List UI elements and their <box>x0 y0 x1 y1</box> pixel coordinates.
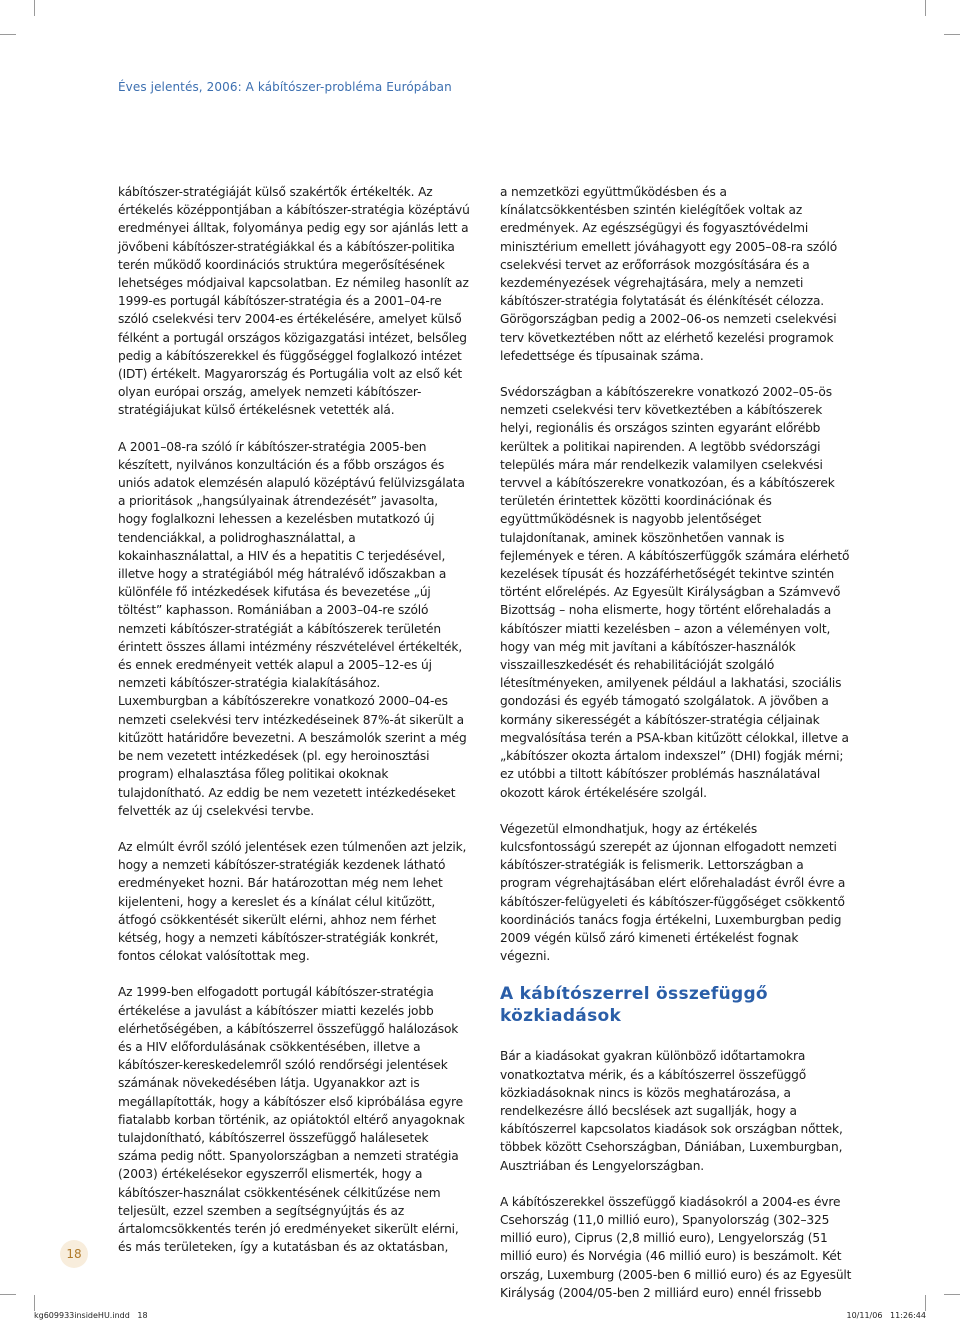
crop-mark <box>925 0 926 16</box>
print-slug-file: kg609933insideHU.indd 18 <box>34 1311 148 1320</box>
paragraph: Az 1999-ben elfogadott portugál kábítószer-stratégia értékelése a javulást a kábítószer miatti kezelés jobb elérhetőségében, a kábítószerrel összefüggő halálozások és a HIV előfordulásának csökkentésében, illetve a kábítószer-kereskedelemről szóló rendőrségi jelentések számának növekedésében látja. Ugyanakkor azt is megállapították, hogy a kábítószer első kipróbálása egyre fiatalabb korban történik, az opiátoktól eltérő anyagoknak tulajdonítható, kábítószerrel összefüggő halálesetek száma pedig nőtt. Spanyolországban a nemzeti stratégia (2003) értékelésekor egyszerről elismerték, hogy a kábítószer-használat csökkentésének célkitűzése nem teljesült, ezzel szemben a segítségnyújtás és az ártalomcsökkentés terén jó eredményeket sikerült elérni, és más területeken, így a kutatásban és az oktatásban, <box>118 985 465 1255</box>
paragraph: kábítószer-stratégiáját külső szakértők értékelték. Az értékelés középpontjában a kábítószer-stratégia középtávú eredményei álltak, folyománya pedig egy sor ajánlás lett a jövőbeni kábítószer-stratégiákkal és a kábítószer-politika terén működő koordinációs struktúra megerősítésének lehetséges módjaival kapcsolatban. Ez némileg hasonlít az 1999-es portugál kábítószer-stratégia és a 2001–04-re szóló cselekvési terv 2004-es értékelésére, amelyet külső félként a portugál országos közigazgatási intézet, belsőleg pedig a kábítószerekkel és függőséggel foglalkozó intézet (IDT) értékelt. Magyarország és Portugália volt az első két olyan európai ország, amelyek nemzeti kábítószer-stratégiájukat külső értékelésnek vetették alá. <box>118 185 470 418</box>
section-heading: A kábítószerrel összefüggő közkiadások <box>500 984 768 1027</box>
paragraph: Svédországban a kábítószerekre vonatkozó 2002–05-ös nemzeti cselekvési terv következtében a kábítószerek helyi, regionális és országos szinten egyaránt előrébb kerültek a politikai napirenden. A legtöbb svédországi település mára már rendelkezik valamilyen cselekvési tervvel a kábítószerekre vonatkozóan, és a kábítószerek területén érintettek közötti koordinációnak és együttműködésnek is nagyobb jelentőséget tulajdonítanak, aminek köszönhetően vannak is fejlemények e téren. A kábítószerfüggők számára elérhető kezelések típusát és hozzáférhetőségét tekintve szintén történt előrelépés. Az Egyesült Királyságban a Számvevő Bizottság – noha elismerte, hogy történt előrehaladás a kábítószer miatti kezelésben – azon a véleményen volt, hogy van még mit javítani a kábítószer-használók visszailleszkedését és rehabilitációját szolgáló létesítményeken, amilyenek például a lakhatási, szociális gondozási és egyéb támogató szolgálatok. A jövőben a kormány sikerességét a kábítószer-stratégia céljainak megvalósítása terén a PSA-kban kitűzött célokkal, illetve a „kábítószer okozta ártalom indexszel” (DHI) fogják mérni; ez utóbbi a tiltott kábítószer problémás használatával okozott károk értékelésére szolgál. <box>500 385 850 800</box>
crop-mark <box>0 1294 16 1295</box>
crop-mark <box>0 34 16 35</box>
page-number: 18 <box>60 1240 88 1268</box>
crop-mark <box>34 0 35 16</box>
paragraph: A kábítószerekkel összefüggő kiadásokról a 2004-es évre Csehország (11,0 millió euro), Spanyolország (302–325 millió euro), Ciprus (2,8 millió euro), Lengyelország (51 millió euro) és Norvégia (46 millió euro) is beszámolt. Két ország, Luxemburg (2005-ben 6 millió euro) és az Egyesült Királyság (2004/05-ben 2 milliárd euro) ennél frissebb <box>500 1194 852 1300</box>
paragraph: Bár a kiadásokat gyakran különböző időtartamokra vonatkoztatva mérik, és a kábítószerrel összefüggő közkiadásoknak nincs is közös meghatározása, a rendelkezésre álló becslések azt sugallják, hogy a kábítószerrel kapcsolatos kiadások sok országban nőttek, többek között Csehországban, Dániában, Luxemburgban, Ausztriában és Lengyelországban. <box>500 1049 843 1173</box>
right-column <box>500 183 852 1320</box>
paragraph: Végezetül elmondhatjuk, hogy az értékelés kulcsfontosságú szerepét az újonnan elfogadott nemzeti kábítószer-stratégiák is felismerik. Lettországban a program végrehajtásában elért előrehaladást évről évre a kábítószer-felügyeleti és kábítószer-függőséget csökkentő koordinációs tanács fogja értékelni, Luxemburgban pedig 2009 végén külső záró kimeneti értékelést fognak végezni. <box>500 821 846 964</box>
crop-mark <box>944 34 960 35</box>
paragraph: Az elmúlt évről szóló jelentések ezen túlmenően azt jelzik, hogy a nemzeti kábítószer-stratégiák kezdenek látható eredményeket hozni. Bár határozottan még nem lehet kijelenteni, hogy a kereslet és a kínálat célul kitűzött, átfogó csökkentését sikerült elérni, ahhoz nem férhet kétség, hogy a nemzeti kábítószer-stratégiák konkrét, fontos célokat valósítottak meg. <box>118 839 467 964</box>
left-column <box>118 183 470 1274</box>
crop-mark <box>34 1295 35 1311</box>
paragraph: a nemzetközi együttműködésben és a kínálatcsökkentésben szintén kielégítőek voltak az eredmények. Az egészségügyi és fogyasztóvédelmi minisztérium emellett jóváhagyott egy 2005–08-ra szóló cselekvési tervet az erőforrások mozgósítására és a kezdeményezések végrehajtására, mely a nemzeti kábítószer-stratégia folytatását és élénkítését célozza. Görögországban pedig a 2002–06-os nemzeti cselekvési terv következtében nőtt az elérhető kezelési programok lefedettsége és típusainak száma. <box>500 185 838 363</box>
print-slug-timestamp: 10/11/06 11:26:44 <box>846 1311 926 1320</box>
crop-mark <box>944 1294 960 1295</box>
paragraph: A 2001–08-ra szóló ír kábítószer-stratégia 2005-ben készített, nyilvános konzultáción és a főbb országos és uniós adatok elemzésén alapuló középtávú felülvizsgálata a prioritások „hangsúlyainak átrendezését” javasolta, hogy foglalkozni lehessen a kezelésben mutatkozó új tendenciákkal, a polidroghasználattal, a kokainhasználattal, a HIV és a hepatitis C terjedésével, illetve hogy a stratégiából még hátralévő időszakban a különféle fő intézkedések kifutása és bevezetése „új töltést” kaphasson. Romániában a 2003–04-re szóló nemzeti kábítószer-stratégiát a kábítószerek területén érintett összes állami intézmény részvételével értékelték, és ennek eredményeit vették alapul a 2005–12-es új nemzeti kábítószer-stratégia kialakításához. Luxemburgban a kábítószerekre vonatkozó 2000–04-es nemzeti cselekvési terv intézkedéseinek 87%-át sikerült a kitűzött határidőre bevezetni. A beszámolók szerint a még be nem vezetett intézkedések (pl. egy heroinosztási program) elhalasztása főleg politikai okoknak tulajdonítható. Az eddig be nem vezetett intézkedéseket felvették az új cselekvési tervbe. <box>118 439 467 818</box>
crop-mark <box>925 1295 926 1311</box>
running-header: Éves jelentés, 2006: A kábítószer-probléma Európában <box>118 80 452 94</box>
